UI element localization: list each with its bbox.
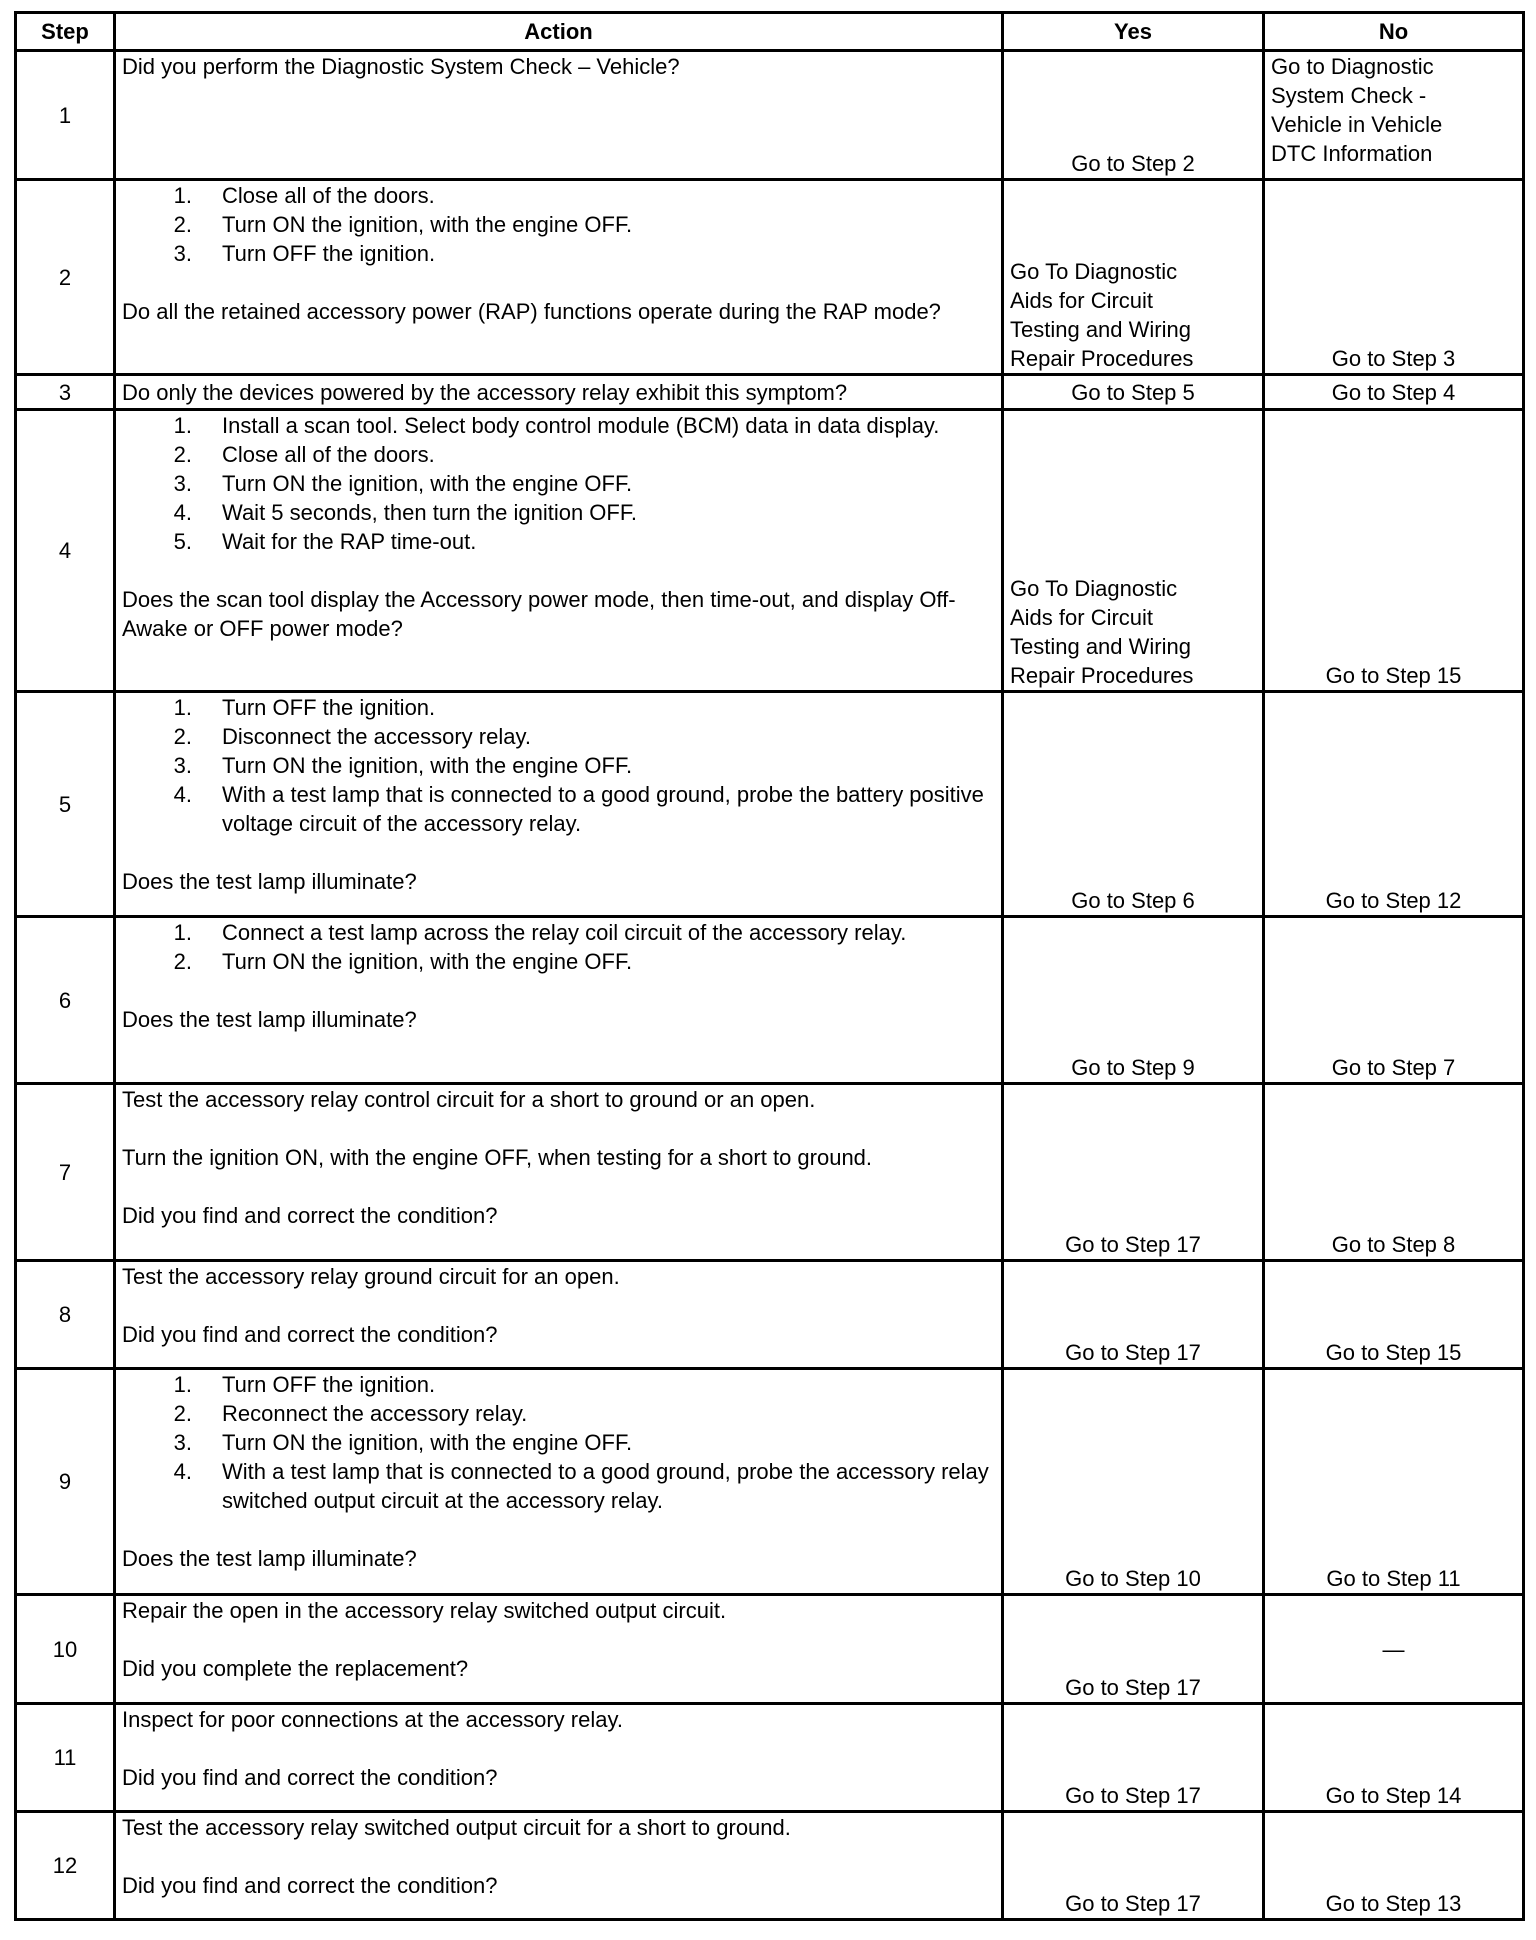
no-cell: Go to Step 15 <box>1264 1261 1524 1369</box>
list-number: 1. <box>173 695 192 720</box>
step-number: 3 <box>16 375 115 410</box>
list-number: 1. <box>173 183 192 208</box>
yes-cell: Go to Step 17 <box>1003 1261 1264 1369</box>
yes-cell: Go to Step 17 <box>1003 1812 1264 1920</box>
action-question: Do only the devices powered by the accessory relay exhibit this symptom? <box>115 375 1003 410</box>
action-steps-list <box>122 181 995 268</box>
action-cell <box>115 180 1003 375</box>
list-item <box>122 1457 995 1515</box>
list-text: Wait for the RAP time-out. <box>222 529 477 554</box>
action-question: Does the test lamp illuminate? <box>122 869 417 894</box>
table-row <box>16 51 1524 180</box>
table-row <box>16 375 1524 410</box>
header-no: No <box>1264 13 1524 51</box>
list-number: 1. <box>173 1372 192 1397</box>
list-text: Close all of the doors. <box>222 183 435 208</box>
diagnostic-table <box>14 11 1525 1921</box>
action-cell <box>115 1261 1003 1369</box>
step-number: 6 <box>16 917 115 1084</box>
no-cell: Go to Step 11 <box>1264 1369 1524 1595</box>
action-question: Did you find and correct the condition? <box>122 1765 498 1790</box>
action-note: Turn the ignition ON, with the engine OFF, when testing for a short to ground. <box>122 1145 873 1170</box>
table-row <box>16 180 1524 375</box>
list-number: 4. <box>173 782 192 807</box>
action-question: Does the scan tool display the Accessory power mode, then time-out, and display Off-Awake or OFF power mode? <box>122 587 956 641</box>
step-number: 2 <box>16 180 115 375</box>
yes-cell: Go to Step 17 <box>1003 1704 1264 1812</box>
list-text: Wait 5 seconds, then turn the ignition OFF. <box>222 500 637 525</box>
action-question: Does the test lamp illuminate? <box>122 1007 417 1032</box>
step-number: 5 <box>16 692 115 917</box>
action-question: Did you find and correct the condition? <box>122 1873 498 1898</box>
list-text: Reconnect the accessory relay. <box>222 1401 528 1426</box>
list-item <box>122 181 995 210</box>
list-number: 3. <box>173 753 192 778</box>
action-cell <box>115 1595 1003 1704</box>
yes-cell: Go to Step 17 <box>1003 1595 1264 1704</box>
list-number: 4. <box>173 500 192 525</box>
yes-line: Aids for Circuit <box>1010 288 1154 313</box>
action-text: Test the accessory relay ground circuit for an open. <box>122 1264 620 1289</box>
list-item <box>122 210 995 239</box>
action-cell <box>115 917 1003 1084</box>
step-number: 8 <box>16 1261 115 1369</box>
yes-line: Aids for Circuit <box>1010 605 1154 630</box>
table-row <box>16 917 1524 1084</box>
list-item <box>122 469 995 498</box>
step-number: 12 <box>16 1812 115 1920</box>
list-item <box>122 947 995 976</box>
action-text: Test the accessory relay switched output circuit for a short to ground. <box>122 1815 791 1840</box>
list-item <box>122 1428 995 1457</box>
list-text: With a test lamp that is connected to a good ground, probe the accessory relay switched output circuit at the accessory relay. <box>222 1459 989 1513</box>
list-text: Turn OFF the ignition. <box>222 241 436 266</box>
table-row <box>16 1084 1524 1261</box>
action-question: Does the test lamp illuminate? <box>122 1546 417 1571</box>
action-steps-list <box>122 1370 995 1515</box>
action-question: Do all the retained accessory power (RAP) functions operate during the RAP mode? <box>122 299 941 324</box>
action-cell <box>115 410 1003 692</box>
list-item <box>122 693 995 722</box>
list-item <box>122 1370 995 1399</box>
table-header-row <box>16 13 1524 51</box>
table-row <box>16 1595 1524 1704</box>
no-line: DTC Information <box>1271 141 1433 166</box>
list-number: 2. <box>173 442 192 467</box>
no-cell: Go to Step 8 <box>1264 1084 1524 1261</box>
yes-cell <box>1003 180 1264 375</box>
list-item <box>122 239 995 268</box>
yes-cell: Go to Step 10 <box>1003 1369 1264 1595</box>
list-text: Turn ON the ignition, with the engine OFF. <box>222 212 633 237</box>
yes-line: Go To Diagnostic <box>1010 576 1178 601</box>
list-text: Turn OFF the ignition. <box>222 695 436 720</box>
yes-line: Testing and Wiring <box>1010 317 1191 342</box>
list-text: Disconnect the accessory relay. <box>222 724 531 749</box>
list-number: 4. <box>173 1459 192 1484</box>
no-cell: Go to Step 14 <box>1264 1704 1524 1812</box>
list-text: Turn ON the ignition, with the engine OFF. <box>222 1430 633 1455</box>
header-step: Step <box>16 13 115 51</box>
list-item <box>122 722 995 751</box>
yes-cell: Go to Step 17 <box>1003 1084 1264 1261</box>
action-cell <box>115 1704 1003 1812</box>
list-number: 2. <box>173 724 192 749</box>
step-number: 10 <box>16 1595 115 1704</box>
yes-line: Go To Diagnostic <box>1010 259 1178 284</box>
list-number: 1. <box>173 413 192 438</box>
table-row <box>16 1369 1524 1595</box>
no-cell: Go to Step 13 <box>1264 1812 1524 1920</box>
no-line: Go to Diagnostic <box>1271 54 1434 79</box>
no-cell: Go to Step 7 <box>1264 917 1524 1084</box>
step-number: 11 <box>16 1704 115 1812</box>
action-steps-list <box>122 411 995 556</box>
list-text: With a test lamp that is connected to a good ground, probe the battery positive voltage circuit of the accessory relay. <box>222 782 984 836</box>
table-row <box>16 1812 1524 1920</box>
step-number: 4 <box>16 410 115 692</box>
list-number: 3. <box>173 1430 192 1455</box>
no-cell <box>1264 51 1524 180</box>
action-question: Did you perform the Diagnostic System Check – Vehicle? <box>122 54 680 79</box>
yes-line: Repair Procedures <box>1010 663 1194 688</box>
action-cell <box>115 1084 1003 1261</box>
list-number: 5. <box>173 529 192 554</box>
action-text: Inspect for poor connections at the accessory relay. <box>122 1707 623 1732</box>
yes-cell <box>1003 410 1264 692</box>
list-number: 2. <box>173 212 192 237</box>
list-item <box>122 527 995 556</box>
table-row <box>16 692 1524 917</box>
yes-cell: Go to Step 5 <box>1003 375 1264 410</box>
yes-line: Testing and Wiring <box>1010 634 1191 659</box>
yes-line: Repair Procedures <box>1010 346 1194 371</box>
list-text: Connect a test lamp across the relay coil circuit of the accessory relay. <box>222 920 907 945</box>
list-item <box>122 751 995 780</box>
list-text: Close all of the doors. <box>222 442 435 467</box>
action-cell <box>115 692 1003 917</box>
header-yes: Yes <box>1003 13 1264 51</box>
action-text: Test the accessory relay control circuit for a short to ground or an open. <box>122 1087 816 1112</box>
list-item <box>122 440 995 469</box>
step-number: 7 <box>16 1084 115 1261</box>
no-line: System Check - <box>1271 83 1427 108</box>
table-row <box>16 1261 1524 1369</box>
yes-cell: Go to Step 2 <box>1003 51 1264 180</box>
action-question: Did you find and correct the condition? <box>122 1322 498 1347</box>
yes-cell: Go to Step 9 <box>1003 917 1264 1084</box>
action-steps-list <box>122 693 995 838</box>
list-text: Turn ON the ignition, with the engine OFF. <box>222 753 633 778</box>
no-cell: Go to Step 12 <box>1264 692 1524 917</box>
list-item <box>122 1399 995 1428</box>
action-cell <box>115 1369 1003 1595</box>
table-row <box>16 1704 1524 1812</box>
list-number: 2. <box>173 1401 192 1426</box>
step-number: 1 <box>16 51 115 180</box>
step-number: 9 <box>16 1369 115 1595</box>
action-question: Did you find and correct the condition? <box>122 1203 498 1228</box>
list-number: 2. <box>173 949 192 974</box>
table-row <box>16 410 1524 692</box>
list-number: 3. <box>173 471 192 496</box>
list-text: Turn OFF the ignition. <box>222 1372 436 1397</box>
action-cell <box>115 1812 1003 1920</box>
list-number: 1. <box>173 920 192 945</box>
no-line: Vehicle in Vehicle <box>1271 112 1443 137</box>
no-cell: Go to Step 3 <box>1264 180 1524 375</box>
header-action: Action <box>115 13 1003 51</box>
list-item <box>122 918 995 947</box>
list-text: Install a scan tool. Select body control module (BCM) data in data display. <box>222 413 940 438</box>
action-cell <box>115 51 1003 180</box>
list-text: Turn ON the ignition, with the engine OFF. <box>222 471 633 496</box>
list-text: Turn ON the ignition, with the engine OFF. <box>222 949 633 974</box>
list-item <box>122 780 995 838</box>
action-steps-list <box>122 918 995 976</box>
yes-cell: Go to Step 6 <box>1003 692 1264 917</box>
list-item <box>122 498 995 527</box>
no-cell: Go to Step 15 <box>1264 410 1524 692</box>
list-number: 3. <box>173 241 192 266</box>
action-question: Did you complete the replacement? <box>122 1656 469 1681</box>
list-item <box>122 411 995 440</box>
no-cell: Go to Step 4 <box>1264 375 1524 410</box>
no-cell: — <box>1264 1595 1524 1704</box>
action-text: Repair the open in the accessory relay switched output circuit. <box>122 1598 727 1623</box>
